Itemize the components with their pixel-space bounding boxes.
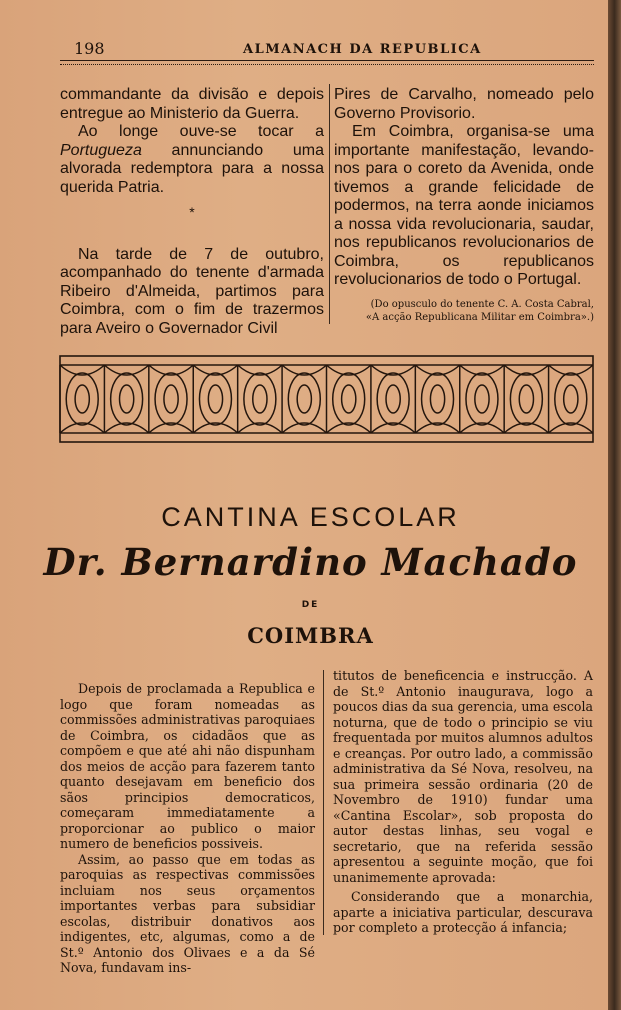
paragraph: commandante da divisão e depois entregue ao Ministerio da Guerra. (60, 86, 324, 122)
page-number: 198 (74, 39, 105, 58)
citation-line: (Do opusculo do tenente C. A. Costa Cabral, (370, 298, 594, 310)
italic-text: Portugueza (60, 141, 142, 159)
citation-line: «A acção Republicana Militar em Coimbra».) (365, 311, 594, 323)
paragraph: Considerando que a monarchia, aparte a iniciativa particular, descurava por completo a protecção á infancia; (333, 889, 593, 935)
paragraph: Na tarde de 7 de outubro, acompanhado do tenente d'armada Ribeiro d'Almeida, partimos para Coimbra, com o fim de trazermos para Aveiro o Governador Civil (60, 245, 324, 337)
text-run: annunciando uma alvorada redemptora para a nossa querida Patria. (60, 141, 324, 196)
running-header-title: ALMANACH DA REPUBLICA (243, 42, 482, 57)
article-title-name: Dr. Bernardino Machado (43, 540, 578, 584)
paragraph: Pires de Carvalho, nomeado pelo Governo Provisorio. (334, 86, 594, 122)
article-title-preposition: DE (301, 600, 320, 610)
paragraph: Em Coimbra, organisa-se uma importante manifestação, levando-nos para o coreto da Avenida, onde tivemos a grande felicidade de podermos, na terra aonde iniciamos a nossa vida revolucionaria, saudar, nos republicanos revolucionarios de Coimbra, os republicanos revolucionarios de todo o Portugal. (334, 123, 594, 288)
header-rule (60, 60, 594, 65)
column-divider (323, 670, 324, 935)
top-right-column (334, 86, 594, 324)
decorative-ornament-band (59, 355, 594, 443)
column-divider (329, 84, 330, 324)
citation (334, 298, 594, 324)
bottom-left-column (60, 681, 315, 976)
top-left-column (60, 86, 324, 338)
article-title-city: COIMBRA (247, 623, 374, 648)
bottom-right-column (333, 668, 593, 936)
article-title: CANTINA ESCOLAR (161, 502, 460, 532)
section-separator: * (189, 204, 195, 220)
paragraph (60, 123, 324, 197)
text-run: Ao longe ouve-se tocar a (78, 123, 324, 140)
paragraph: titutos de beneficencia e instrucção. A de St.º Antonio inaugurava, logo a poucos dias da sua gerencia, uma escola noturna, que de todo o principio se viu frequentada por muitos alumnos adultos e creanças. Por outro lado, a commissão administrativa da Sé Nova, resolveu, na sua primeira sessão ordinaria (20 de Novembro de 1910) fundar uma «Cantina Escolar», sob proposta do autor destas linhas, seu vogal e secretario, que na referida sessão apresentou a seguinte moção, que foi unanimemente aprovada: (333, 668, 593, 885)
paragraph: Depois de proclamada a Republica e logo que foram nomeadas as commissões administrativas paroquiaes de Coimbra, os cidadãos que as compõem e que até ahi não dispunham dos meios de acção para fazerem tanto quanto desejavam em beneficio dos sãos principios democraticos, começaram immediatamente a proporcionar ao publico o maior numero de beneficios possiveis. (60, 681, 315, 851)
paragraph: Assim, ao passo que em todas as paroquias as respectivas commissões incluiam nos seus orçamentos importantes verbas para subsidiar escolas, distribuir donativos aos indigentes, etc, algumas, como a de St.º Antonio dos Olivaes e a da Sé Nova, fundavam ins- (60, 851, 315, 975)
